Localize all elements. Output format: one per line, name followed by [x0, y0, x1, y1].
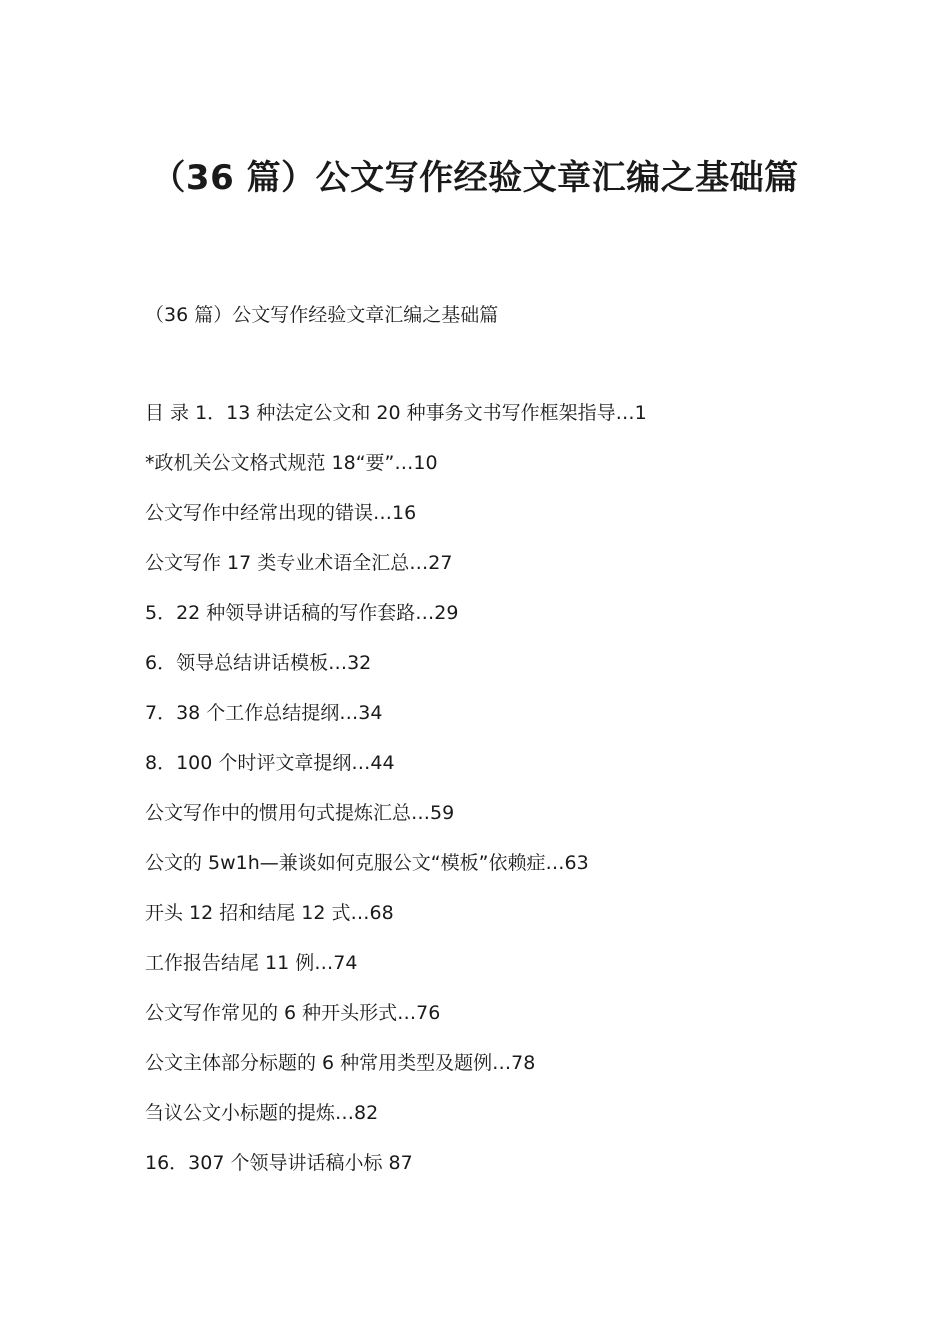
toc-entry: 刍议公文小标题的提炼…82	[145, 1102, 379, 1124]
toc-entry: 7．38 个工作总结提纲…34	[145, 702, 383, 724]
toc-entry: 6．领导总结讲话模板…32	[145, 652, 372, 674]
document-title: （36 篇）公文写作经验文章汇编之基础篇	[151, 158, 799, 198]
toc-entry: 开头 12 招和结尾 12 式…68	[145, 902, 394, 924]
toc-entry: 公文主体部分标题的 6 种常用类型及题例…78	[145, 1052, 536, 1074]
toc-entry: 工作报告结尾 11 例…74	[145, 952, 358, 974]
toc-entry: 公文写作 17 类专业术语全汇总…27	[145, 552, 453, 574]
toc-entry: 公文的 5w1h—兼谈如何克服公文“模板”依赖症…63	[145, 852, 589, 874]
toc-entry: 公文写作中经常出现的错误…16	[145, 502, 417, 524]
table-of-contents	[145, 398, 647, 1198]
toc-entry: *政机关公文格式规范 18“要”…10	[145, 452, 438, 474]
toc-entry: 16．307 个领导讲话稿小标 87	[145, 1152, 413, 1174]
toc-entry: 公文写作中的惯用句式提炼汇总…59	[145, 802, 455, 824]
document-subtitle: （36 篇）公文写作经验文章汇编之基础篇	[145, 304, 499, 326]
toc-entry: 8．100 个时评文章提纲…44	[145, 752, 395, 774]
toc-entry: 公文写作常见的 6 种开头形式…76	[145, 1002, 441, 1024]
toc-entry: 目 录 1．13 种法定公文和 20 种事务文书写作框架指导…1	[145, 402, 647, 424]
toc-entry: 5．22 种领导讲话稿的写作套路…29	[145, 602, 459, 624]
